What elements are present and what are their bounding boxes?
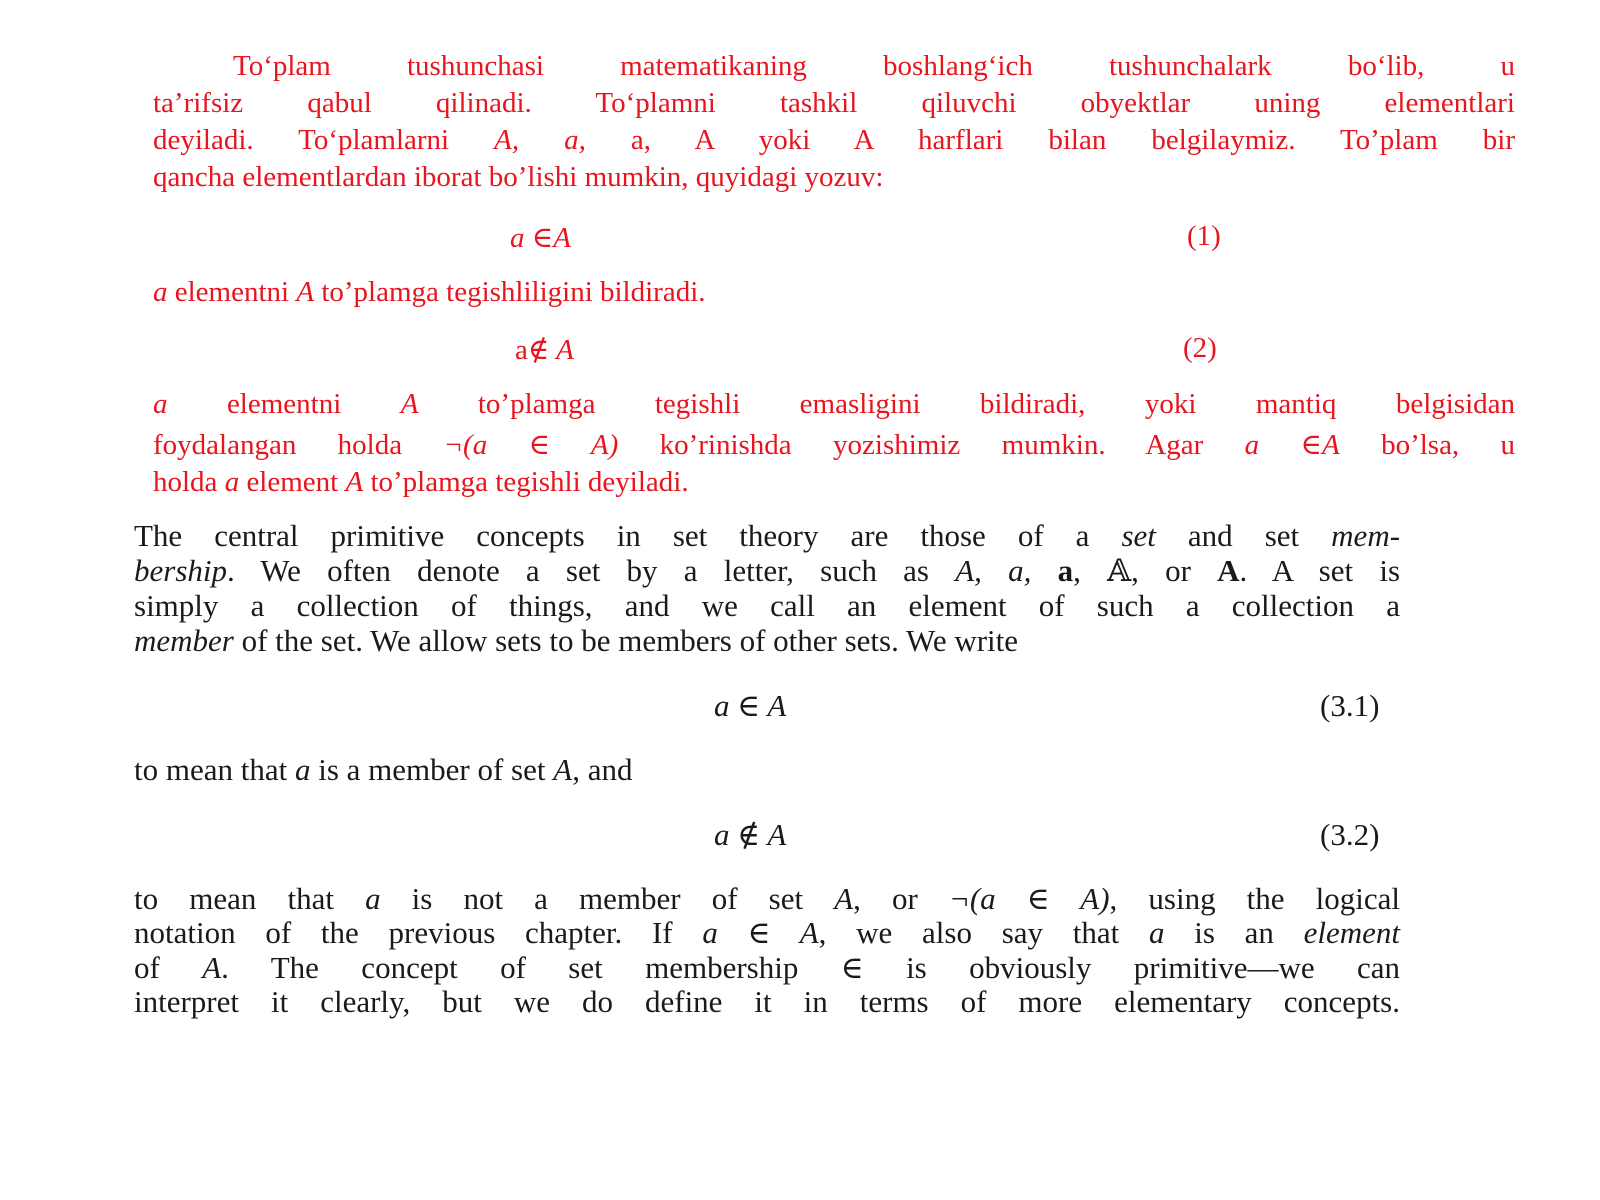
uz-para1-line2: ta’rifsiz qabul qilinadi. To‘plamni tashkil qiluvchi obyektlar uning elementlari [153, 87, 1515, 119]
en-mid-line: to mean that a is a member of set A, and [134, 752, 633, 787]
uz-equation-2-number: (2) [1183, 332, 1217, 364]
en-para2-line2: notation of the previous chapter. If a ∈ A, we also say that a is an element [134, 915, 1400, 950]
uz-equation-1: a ∈A [510, 222, 571, 254]
en-para2-line3: of A. The concept of set membership ∈ is obviously primitive—we can [134, 950, 1400, 985]
en-para2-line1: to mean that a is not a member of set A, or ¬(a ∈ A), using the logical [134, 881, 1401, 916]
en-equation-3-1: a ∈ A [714, 688, 787, 723]
uz-equation-1-number: (1) [1187, 220, 1221, 252]
uz-equation-2: a∉ A [515, 334, 574, 366]
uz-para1-line4: qancha elementlardan iborat bo’lishi mumkin, quyidagi yozuv: [153, 161, 884, 193]
uz-para3-line1: a elementni A to’plamga tegishli emasligini bildiradi, yoki mantiq belgisidan [153, 388, 1516, 420]
uz-para3-line3: holda a element A to’plamga tegishli deyiladi. [153, 466, 689, 498]
en-para2-line4: interpret it clearly, but we do define it in terms of more elementary concepts. [134, 984, 1400, 1019]
en-para1-line1: The central primitive concepts in set theory are those of a set and set mem- [134, 518, 1401, 553]
en-para1-line3: simply a collection of things, and we call an element of such a collection a [134, 588, 1400, 623]
uz-para1-line3: deyiladi. To‘plamlarni A, a, a, A yoki A harflari bilan belgilaymiz. To’plam bir [153, 124, 1515, 156]
uz-para1-line1: To‘plam tushunchasi matematikaning boshlang‘ich tushunchalark bo‘lib, u [233, 50, 1515, 82]
en-equation-3-2: a ∉ A [714, 817, 787, 852]
uz-para3-line2: foydalangan holda ¬(a ∈ A) ko’rinishda yozishimiz mumkin. Agar a ∈A bo’lsa, u [153, 429, 1516, 461]
english-section [134, 0, 1400, 1200]
en-para1-line4: member of the set. We allow sets to be members of other sets. We write [134, 623, 1019, 658]
en-para1-line2: bership. We often denote a set by a letter, such as A, a, a, 𝔸, or A. A set is [134, 553, 1401, 588]
en-equation-3-1-number: (3.1) [1320, 688, 1380, 723]
en-equation-3-2-number: (3.2) [1320, 817, 1380, 852]
uz-para2: a elementni A to’plamga tegishliligini bildiradi. [153, 276, 706, 308]
